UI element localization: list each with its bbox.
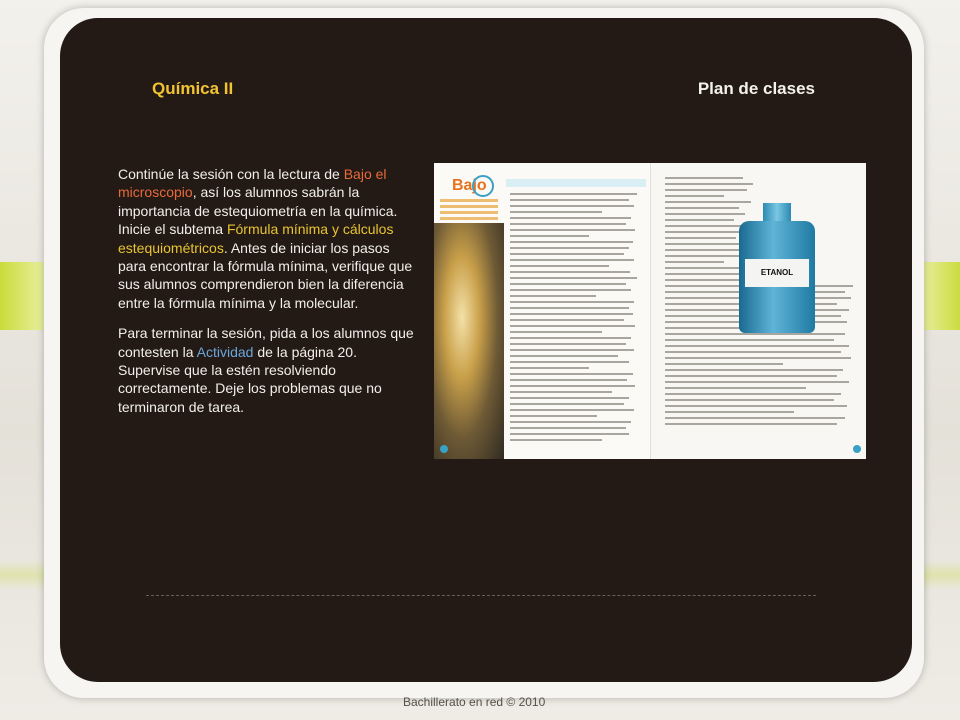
microscope-circle-icon xyxy=(472,175,494,197)
page-number-left-icon xyxy=(440,445,448,453)
section-banner xyxy=(506,179,646,187)
textbook-spread-image xyxy=(434,163,866,459)
left-page-text xyxy=(510,193,642,445)
course-title: Química II xyxy=(152,79,234,98)
section-title: Plan de clases xyxy=(697,79,815,98)
link-bajo-el-microscopio[interactable]: Bajo el microscopio xyxy=(118,166,387,201)
link-formula-minima[interactable]: Fórmula mínima y cálculos estequiométricos xyxy=(118,221,394,256)
footer-credit: Bachillerato en red © 2010 xyxy=(403,695,546,709)
bajo-el-microscopio-logo: Bajo xyxy=(452,177,487,194)
flask-photo xyxy=(434,223,504,459)
textbook-right-page xyxy=(650,163,866,459)
link-actividad[interactable]: Actividad xyxy=(196,343,254,360)
lesson-text xyxy=(118,165,414,428)
paragraph-1: Continúe la sesión con la lectura de Bajo el microscopio, así los alumnos sabrán la importancia de estequiometría en la química. Inicie el subtema Fórmula mínima y cálculos estequiométricos. Antes de iniciar los pasos para encontrar la fórmula mínima, verifique que sus alumnos comprendieron bien la diferencia entre la fórmula mínima y la molecular. xyxy=(118,166,413,311)
paragraph-2: Para terminar la sesión, pida a los alumnos que contesten la Actividad de la página 20. Supervise que la estén resolviendo correctamente. Deje los problemas que no terminaron de tarea. xyxy=(118,325,414,415)
page-number-right-icon xyxy=(853,445,861,453)
dashed-divider xyxy=(146,595,816,596)
bottle-label: ETANOL xyxy=(745,259,809,287)
textbook-left-page xyxy=(434,163,650,459)
